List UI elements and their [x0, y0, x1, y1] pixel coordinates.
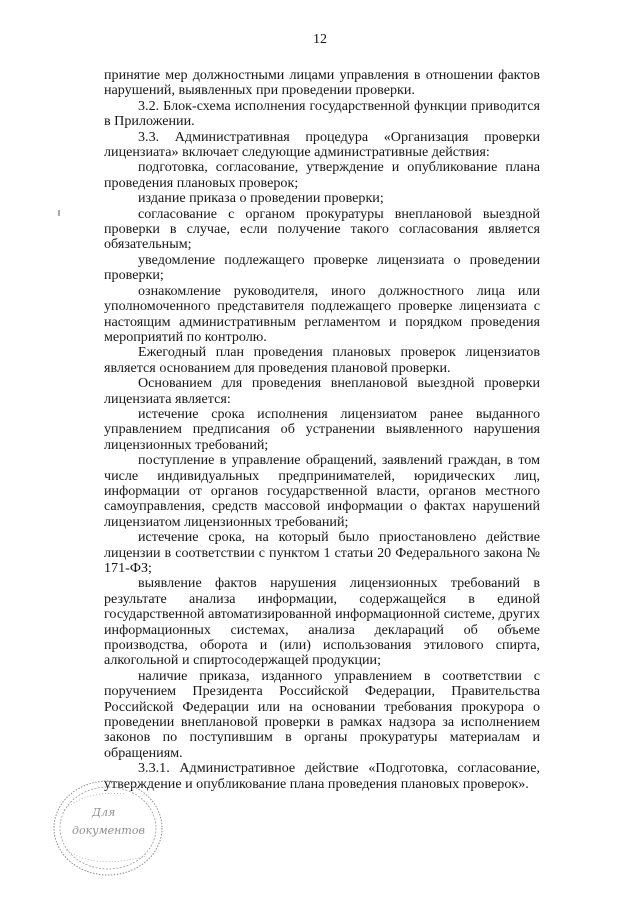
- list-item: издание приказа о проведении проверки;: [138, 190, 384, 207]
- list-item: выявление фактов нарушения лицензионных требований в результате анализа информации, содержащейся в единой государственной автоматизированной информационной системе, других информационных системах, анализа деклараций об объеме производства, оборота и (или) использования этилового спирта, алкогольной и спиртосодержащей продукции;: [104, 575, 540, 669]
- list-item: ознакомление руководителя, иного должностного лица или уполномоченного представителя подлежащего проверке лицензиата с настоящим административным регламентом и порядком проведения мероприятий по контролю.: [104, 282, 540, 345]
- list-item: согласование с органом прокуратуры внеплановой выездной проверки в случае, если получение такого согласования является обязательным;: [104, 205, 540, 253]
- paragraph: 3.3. Административная процедура «Организация проверки лицензиата» включает следующие административные действия:: [104, 128, 540, 161]
- list-item: уведомление подлежащего проверке лицензиата о проведении проверки;: [104, 251, 540, 284]
- page-number: 12: [313, 32, 327, 47]
- paragraph: принятие мер должностными лицами управления в отношении фактов нарушений, выявленных при проведении проверки.: [104, 67, 540, 99]
- list-item: истечение срока, на который было приостановлено действие лицензии в соответствии с пунктом 1 статьи 20 Федерального закона № 171-ФЗ;: [104, 529, 540, 576]
- stamp: [46, 770, 186, 880]
- section-heading: 3.3.1. Административное действие «Подготовка, согласование, утверждение и опубликование плана проведения плановых проверок».: [104, 760, 540, 792]
- margin-mark: [58, 210, 60, 216]
- paragraph: 3.2. Блок-схема исполнения государственной функции приводится в Приложении.: [104, 97, 540, 130]
- paragraph: Основанием для проведения внеплановой выездной проверки лицензиата является:: [104, 375, 540, 407]
- stamp-line-2: документов: [72, 824, 145, 837]
- list-item: подготовка, согласование, утверждение и опубликование плана проведения плановых проверок;: [104, 159, 540, 191]
- paragraph: Ежегодный план проведения плановых проверок лицензиатов является основанием для проведения плановой проверки.: [104, 344, 540, 376]
- list-item: наличие приказа, изданного управлением в соответствии с поручением Президента Российской Федерации, Правительства Российской Федерации или на основании требования прокурора о проведении внеплановой проверки в рамках надзора за исполнением законов по поступившим в органы прокуратуры материалам и обращениям.: [104, 667, 540, 761]
- stamp-line-1: Для: [92, 806, 116, 819]
- body-text: [104, 68, 540, 792]
- list-item: истечение срока исполнения лицензиатом ранее выданного управлением предписания об устранении выявленного нарушения лицензионных требований;: [104, 405, 540, 453]
- list-item: поступление в управление обращений, заявлений граждан, в том числе индивидуальных предпринимателей, юридических лиц, информации от органов государственной власти, органов местного самоуправления, средств массовой информации о фактах нарушений лицензиатом лицензионных требований;: [104, 452, 540, 530]
